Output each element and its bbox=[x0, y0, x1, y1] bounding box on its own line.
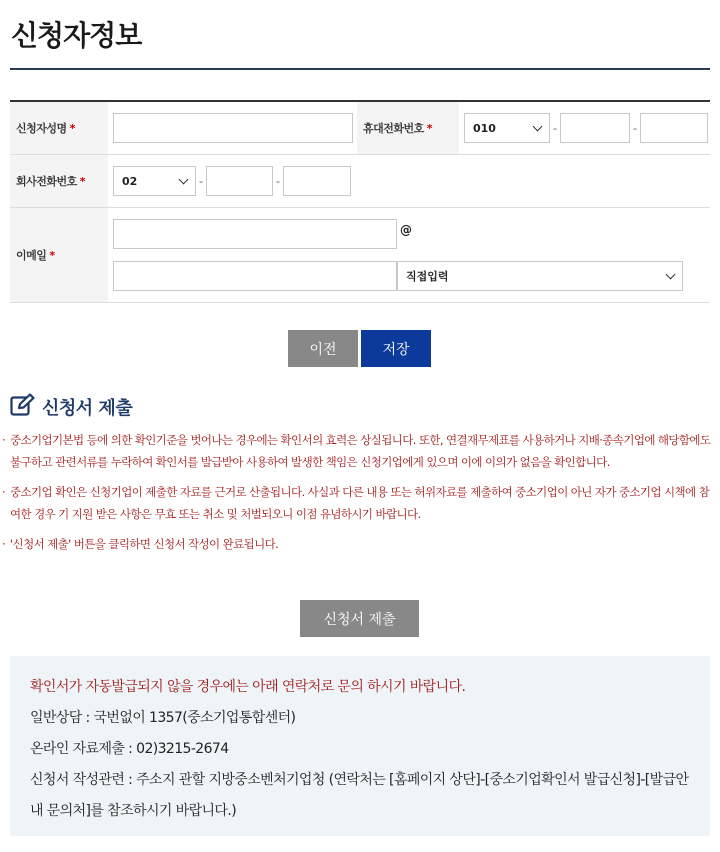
notice-list bbox=[0, 429, 712, 563]
contact-info-box bbox=[10, 656, 710, 836]
email-domain-input[interactable] bbox=[113, 261, 397, 291]
page-title: 신청자정보 bbox=[11, 19, 142, 52]
email-domain-select-value: 직접입력 bbox=[406, 270, 449, 283]
section-title: 신청서 제출 bbox=[42, 398, 133, 419]
mobile-label: 휴대전화번호 bbox=[363, 122, 424, 135]
contact-warning: 확인서가 자동발급되지 않을 경우에는 아래 연락처로 문의 하시기 바랍니다. bbox=[30, 679, 466, 695]
company-phone-cell bbox=[108, 155, 351, 207]
mobile-last-input[interactable] bbox=[640, 113, 708, 143]
email-user-input[interactable] bbox=[113, 219, 397, 249]
email-domain-line bbox=[113, 261, 683, 291]
form-row-email bbox=[10, 208, 710, 303]
applicant-name-input[interactable] bbox=[113, 113, 353, 143]
required-mark: * bbox=[69, 121, 75, 135]
applicant-form bbox=[10, 100, 710, 303]
required-mark: * bbox=[49, 248, 55, 262]
contact-application: 신청서 작성관련 : 주소지 관할 지방중소벤처기업청 (연락처는 [홈페이지 상단]-[중소기업확인서 발급신청]-[발급안내 문의처]를 참조하시기 바랍니다.) bbox=[30, 772, 689, 819]
at-symbol: @ bbox=[400, 223, 412, 237]
dash-separator: - bbox=[275, 174, 280, 188]
dash-separator: - bbox=[553, 121, 557, 135]
submit-application-button[interactable]: 신청서 제출 bbox=[300, 600, 419, 637]
dash-separator: - bbox=[199, 174, 203, 188]
mobile-prefix-select[interactable] bbox=[464, 113, 550, 143]
name-label: 신청자성명 bbox=[16, 122, 67, 135]
save-button[interactable]: 저장 bbox=[361, 330, 431, 367]
email-domain-select[interactable] bbox=[397, 261, 683, 291]
form-row-company-phone bbox=[10, 155, 710, 208]
company-last-input[interactable] bbox=[283, 166, 351, 196]
company-middle-input[interactable] bbox=[206, 166, 273, 196]
mobile-label-cell bbox=[357, 102, 459, 154]
email-cell bbox=[108, 208, 683, 302]
email-label: 이메일 bbox=[16, 249, 47, 262]
company-phone-label: 회사전화번호 bbox=[16, 175, 77, 188]
contact-online: 온라인 자료제출 : 02)3215-2674 bbox=[30, 741, 229, 757]
form-row-name-mobile bbox=[10, 102, 710, 155]
mobile-middle-input[interactable] bbox=[560, 113, 630, 143]
chevron-down-icon bbox=[533, 121, 543, 131]
email-user-line bbox=[113, 219, 683, 249]
dash-separator: - bbox=[632, 121, 637, 135]
company-prefix-select[interactable] bbox=[113, 166, 196, 196]
contact-general: 일반상담 : 국번없이 1357(중소기업통합센터) bbox=[30, 710, 296, 726]
required-mark: * bbox=[426, 121, 433, 135]
edit-icon bbox=[10, 393, 36, 421]
section-heading bbox=[10, 393, 132, 421]
notice-item: · '신청서 제출' 버튼을 클릭하면 신청서 작성이 완료됩니다. bbox=[0, 533, 712, 555]
notice-item: · 중소기업기본법 등에 의한 확인기준을 벗어나는 경우에는 확인서의 효력은 상실됩니다. 또한, 연결재무제표를 사용하거나 지배·종속기업에 해당함에도 불구하고 관련서류를 누락하여 확인서를 발급받아 사용하여 발생한 책임은 신청기업에게 있으며 이에 이의가 없음을 확인합니다. bbox=[0, 429, 712, 473]
company-prefix-value: 02 bbox=[122, 174, 138, 188]
company-phone-label-cell bbox=[10, 155, 108, 207]
required-mark: * bbox=[79, 174, 86, 188]
mobile-cell bbox=[459, 102, 710, 154]
chevron-down-icon bbox=[666, 269, 676, 279]
notice-item: · 중소기업 확인은 신청기업이 제출한 자료를 근거로 산출됩니다. 사실과 다른 내용 또는 허위자료를 제출하여 중소기업이 아닌 자가 중소기업 시책에 참여한 경우 기 지원 받은 사항은 무효 또는 취소 및 처벌되오니 이점 유념하시기 바랍니다. bbox=[0, 481, 712, 525]
email-label-cell bbox=[10, 208, 108, 302]
mobile-prefix-value: 010 bbox=[473, 121, 496, 135]
prev-button[interactable]: 이전 bbox=[288, 330, 358, 367]
title-divider bbox=[10, 68, 710, 70]
name-cell bbox=[108, 102, 357, 154]
chevron-down-icon bbox=[179, 174, 189, 184]
name-label-cell bbox=[10, 102, 108, 154]
